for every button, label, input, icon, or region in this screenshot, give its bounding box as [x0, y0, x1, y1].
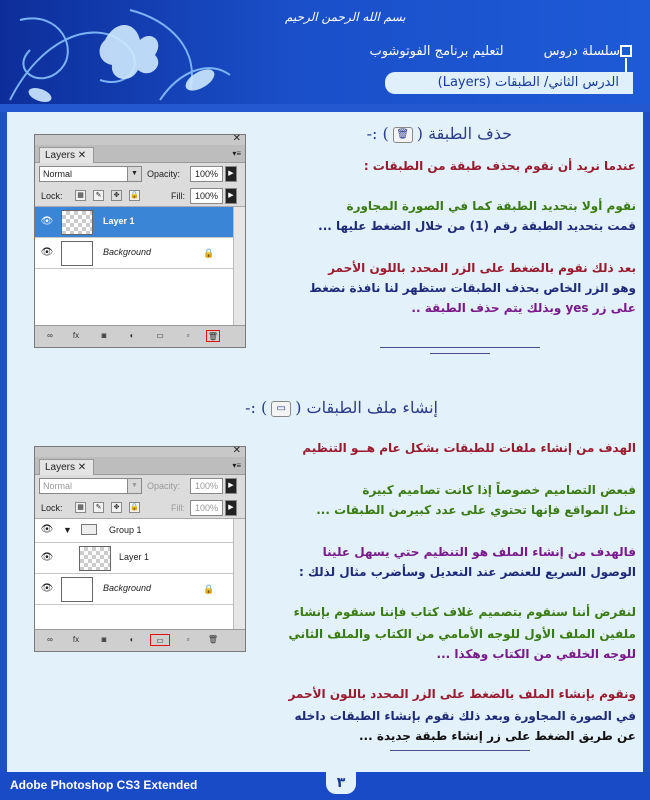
group-row[interactable]: [35, 519, 233, 543]
bismillah: بسم الله الرحمن الرحيم: [285, 10, 406, 24]
new-group-icon[interactable]: ▭: [156, 331, 164, 340]
header-bottom-strip: [0, 104, 650, 112]
new-group-icon[interactable]: ▭: [150, 634, 170, 646]
new-layer-icon[interactable]: ▫: [186, 635, 190, 644]
lesson-label: الدرس الثاني/: [544, 75, 619, 90]
eye-icon[interactable]: 👁: [40, 247, 54, 258]
s2-p5-l1: ونقوم بإنشاء الملف بالضغط على الزر المحدد باللون الأحمر: [288, 687, 636, 701]
chevron-down-icon: ▼: [127, 479, 141, 493]
right-border: [643, 112, 650, 772]
fill-slider-button[interactable]: ▶: [225, 188, 237, 204]
lock-label: Lock:: [41, 191, 63, 201]
fx-icon[interactable]: fx: [72, 331, 80, 340]
series-right: لتعليم برنامج الفوتوشوب: [369, 44, 504, 59]
layer-name: Background: [103, 583, 152, 593]
adjustment-icon[interactable]: ◐: [129, 331, 135, 340]
layers-panel-2: [34, 446, 246, 652]
separator: [390, 750, 530, 751]
lock-icon: 🔒: [203, 248, 215, 258]
adjustment-icon[interactable]: ◐: [129, 635, 135, 644]
fill-input[interactable]: 100%: [190, 188, 223, 204]
square-bullet-icon: [620, 45, 632, 57]
panel-menu-icon[interactable]: ▾≡: [232, 149, 241, 158]
eye-icon[interactable]: 👁: [40, 552, 54, 563]
section1-heading: حذف الطبقة (🗑) :-: [366, 124, 512, 143]
s2-p3-l2: الوصول السريع للعنصر عند التعديل وسأضرب مثال لذلك :: [299, 565, 636, 579]
fill-slider-button[interactable]: ▶: [225, 500, 237, 516]
tab-layers[interactable]: Layers ✕: [39, 147, 94, 163]
chevron-down-icon: ▼: [127, 167, 141, 181]
separator: [430, 353, 490, 354]
layer-thumbnail: [61, 241, 93, 266]
folder-icon: [81, 524, 97, 535]
lock-icon: 🔒: [203, 584, 215, 594]
blend-mode-select[interactable]: Normal ▼: [39, 166, 142, 182]
series-left: سلسلة دروس: [543, 44, 620, 59]
eye-icon[interactable]: 👁: [40, 216, 54, 227]
opacity-slider-button[interactable]: ▶: [225, 478, 237, 494]
lock-transparency-icon[interactable]: ▦: [75, 190, 86, 201]
s2-p2-l1: فبعض التصاميم خصوصاً إذا كانت تصاميم كبيرة: [362, 483, 636, 497]
blend-mode-select[interactable]: Normal ▼: [39, 478, 142, 494]
floral-ornament: [0, 0, 240, 112]
fx-icon[interactable]: fx: [72, 635, 80, 644]
layers-list: [35, 519, 245, 629]
page-number: ٣: [326, 772, 356, 794]
panel-menu-icon[interactable]: ▾≡: [232, 461, 241, 470]
lock-image-icon[interactable]: ✎: [93, 502, 104, 513]
lock-all-icon[interactable]: 🔒: [130, 192, 139, 199]
scrollbar[interactable]: [233, 519, 245, 629]
layer-row[interactable]: [35, 543, 233, 574]
layer-thumbnail: [61, 210, 93, 235]
trash-icon: 🗑: [393, 127, 413, 143]
lock-label: Lock:: [41, 503, 63, 513]
s1-p3-l1: بعد ذلك نقوم بالضغط على الزر المحدد باللون الأحمر: [328, 261, 636, 275]
close-icon[interactable]: ✕: [232, 133, 241, 144]
lock-transparency-icon[interactable]: ▦: [75, 502, 86, 513]
new-layer-icon[interactable]: ▫: [186, 331, 190, 340]
s1-p2-l1: نقوم أولا بتحديد الطبقة كما في الصورة المجاورة: [346, 199, 636, 213]
opacity-label: Opacity:: [147, 169, 181, 179]
expand-triangle-icon[interactable]: ▼: [63, 525, 72, 535]
layer-thumbnail: [61, 577, 93, 602]
eye-icon[interactable]: 👁: [40, 583, 54, 594]
mask-icon[interactable]: ◙: [101, 635, 107, 644]
fill-label: Fill:: [171, 503, 185, 513]
link-layers-icon[interactable]: ∞: [47, 635, 53, 644]
link-layers-icon[interactable]: ∞: [47, 331, 53, 340]
group-name: Group 1: [109, 525, 142, 535]
s2-p4-l2: ملفين الملف الأول للوجه الأمامي من الكتاب والملف الثاني: [288, 627, 636, 641]
eye-icon[interactable]: 👁: [40, 524, 54, 535]
tab-layers[interactable]: Layers ✕: [39, 459, 94, 475]
lesson-bar: [385, 72, 633, 94]
s2-p4-l1: لنفرض أننا سنقوم بتصميم غلاف كتاب فإننا سنقوم بإنشاء: [293, 605, 636, 619]
layers-list: [35, 207, 245, 325]
s2-p3-l1: فالهدف من إنشاء الملف هو التنظيم حتي يسهل علينا: [322, 545, 636, 559]
s2-p2-l2: مثل المواقع فإنها تحتوي على عدد كبيرمن الطبقات ...: [316, 503, 636, 517]
opacity-label: Opacity:: [147, 481, 181, 491]
layers-panel-1: [34, 134, 246, 348]
footer: [0, 772, 650, 800]
lesson-title: الطبقات (Layers): [437, 75, 540, 90]
s1-p2-l2: قمت بتحديد الطبقة رقم (1) من خلال الضغط عليها ...: [318, 219, 636, 233]
layer-row[interactable]: [35, 574, 233, 605]
lock-image-icon[interactable]: ✎: [93, 190, 104, 201]
layer-row[interactable]: [35, 207, 233, 238]
lock-all-icon[interactable]: 🔒: [130, 504, 139, 511]
scrollbar[interactable]: [233, 207, 245, 325]
lock-position-icon[interactable]: ✥: [111, 190, 122, 201]
folder-icon: ▭: [271, 401, 291, 417]
close-icon[interactable]: ✕: [232, 445, 241, 456]
section2-heading: إنشاء ملف الطبقات (▭) :-: [245, 398, 438, 417]
s1-p3-l2: وهو الزر الخاص بحذف الطبقات ستظهر لنا نافذة نضغط: [309, 281, 636, 295]
layer-name: Layer 1: [103, 216, 135, 226]
s1-p1: عندما نريد أن نقوم بحذف طبقة من الطبقات :: [363, 159, 636, 173]
opacity-input[interactable]: 100%: [190, 166, 223, 182]
header-banner: [0, 0, 650, 112]
opacity-slider-button[interactable]: ▶: [225, 166, 237, 182]
layer-name: Layer 1: [119, 552, 150, 562]
trash-icon[interactable]: 🗑: [207, 332, 219, 341]
mask-icon[interactable]: ◙: [101, 331, 107, 340]
s2-p1: الهدف من إنشاء ملفات للطبقات بشكل عام هــو التنظيم: [302, 441, 636, 455]
s2-p5-l3: عن طريق الضغط على زر إنشاء طبقة جديدة ...: [359, 729, 636, 743]
s2-p4-l3: للوجه الخلفي من الكتاب وهكذا ...: [436, 647, 636, 661]
product-name: Adobe Photoshop CS3 Extended: [10, 778, 198, 792]
separator: [380, 347, 540, 348]
series-title: [370, 44, 621, 59]
fill-input[interactable]: 100%: [190, 500, 223, 516]
s2-p5-l2: في الصورة المجاورة وبعد ذلك نقوم بإنشاء الطبقات داخله: [294, 709, 636, 723]
layer-row[interactable]: [35, 238, 233, 269]
layer-name: Background: [103, 247, 152, 257]
trash-icon[interactable]: 🗑: [207, 635, 219, 644]
left-border: [0, 112, 7, 772]
fill-label: Fill:: [171, 191, 185, 201]
s1-p3-l3: على زر yes وبذلك يتم حذف الطبقة ..: [411, 301, 636, 315]
opacity-input[interactable]: 100%: [190, 478, 223, 494]
lock-position-icon[interactable]: ✥: [111, 502, 122, 513]
layer-thumbnail: [79, 546, 111, 571]
